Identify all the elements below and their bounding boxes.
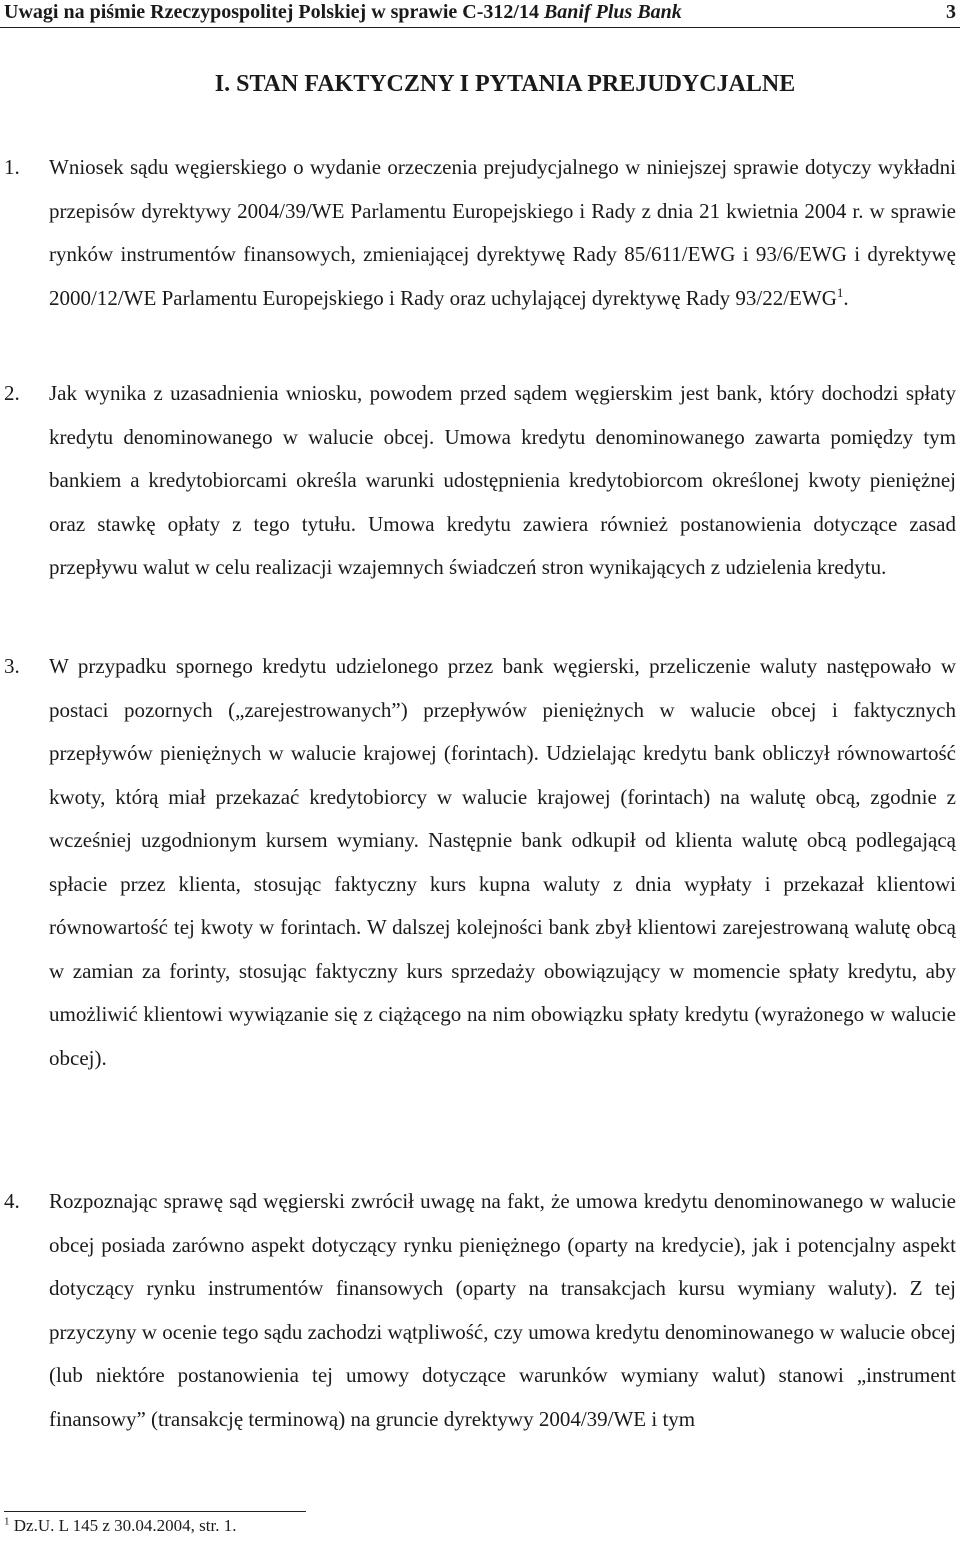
paragraph-body: Rozpoznając sprawę sąd węgierski zwrócił uwagę na fakt, że umowa kredytu denominowanego w walucie obcej posiada zarówno aspekt dotyczący rynku pieniężnego (oparty na kredycie), jak i potencjalny aspekt dotyczący rynku instrumentów finansowych (oparty na transakcjach kursu wymiany waluty). Z tej przyczyny w ocenie tego sądu zachodzi wątpliwość, czy umowa kredytu denominowanego w walucie obcej (lub niektóre postanowienia tej umowy dotyczące warunków wymiany walut) stanowi „instrument finansowy” (transakcję terminową) na gruncie dyrektywy 2004/39/WE i tym bbox=[49, 1189, 956, 1431]
paragraph-number: 4. bbox=[4, 1189, 20, 1213]
paragraph-number: 1. bbox=[4, 155, 20, 179]
footnote-reference[interactable]: 1 bbox=[836, 284, 844, 300]
header-title bbox=[4, 1, 682, 24]
paragraph-end: . bbox=[843, 285, 849, 310]
paragraph-number: 2. bbox=[4, 381, 20, 405]
footnote-marker: 1 bbox=[4, 1515, 10, 1528]
header-title-text: Uwagi na piśmie Rzeczypospolitej Polskiej w sprawie C-312/14 bbox=[4, 1, 544, 23]
page-number: 3 bbox=[946, 1, 956, 23]
paragraph-number: 3. bbox=[4, 654, 20, 678]
footnote-text: Dz.U. L 145 z 30.04.2004, str. 1. bbox=[9, 1516, 237, 1535]
footnote bbox=[4, 1516, 236, 1536]
footnote-separator bbox=[4, 1511, 306, 1512]
header-case-name: Banif Plus Bank bbox=[543, 1, 682, 23]
paragraph-body: Jak wynika z uzasadnienia wniosku, powodem przed sądem węgierskim jest bank, który dochodzi spłaty kredytu denominowanego w walucie obcej. Umowa kredytu denominowanego zawarta pomiędzy tym bankiem a kredytobiorcami określa warunki udostępnienia kredytobiorcom określonej kwoty pieniężnej oraz stawkę opłaty z tego tytułu. Umowa kredytu zawiera również postanowienia dotyczące zasad przepływu walut w celu realizacji wzajemnych świadczeń stron wynikających z udzielenia kredytu. bbox=[49, 381, 956, 579]
running-header bbox=[0, 0, 960, 28]
section-title: I. STAN FAKTYCZNY I PYTANIA PREJUDYCJALNE bbox=[214, 71, 796, 97]
paragraph-text bbox=[49, 1180, 956, 1441]
paragraph-text bbox=[49, 372, 956, 590]
paragraph-body: Wniosek sądu węgierskiego o wydanie orzeczenia prejudycjalnego w niniejszej sprawie dotyczy wykładni przepisów dyrektywy 2004/39/WE Parlamentu Europejskiego i Rady z dnia 21 kwietnia 2004 r. w sprawie rynków instrumentów finansowych, zmieniającej dyrektywę Rady 85/611/EWG i 93/6/EWG i dyrektywę 2000/12/WE Parlamentu Europejskiego i Rady oraz uchylającej dyrektywę Rady 93/22/EWG bbox=[49, 155, 956, 310]
paragraph-text bbox=[49, 645, 956, 1080]
paragraph-text bbox=[49, 146, 956, 320]
paragraph-body: W przypadku spornego kredytu udzielonego przez bank węgierski, przeliczenie waluty następowało w postaci pozornych („zarejestrowanych”) przepływów pieniężnych w walucie obcej i faktycznych przepływów pieniężnych w walucie krajowej (forintach). Udzielając kredytu bank obliczył równowartość kwoty, którą miał przekazać kredytobiorcy w walucie krajowej (forintach) na walutę obcą, zgodnie z wcześniej uzgodnionym kursem wymiany. Następnie bank odkupił od klienta walutę obcą podlegającą spłacie przez klienta, stosując faktyczny kurs kupna waluty z dnia wypłaty i przekazał klientowi równowartość tej kwoty w forintach. W dalszej kolejności bank zbył klientowi zarejestrowaną walutę obcą w zamian za forinty, stosując faktyczny kurs sprzedaży obowiązujący w momencie spłaty kredytu, aby umożliwić klientowi wywiązanie się z ciążącego na nim obowiązku spłaty kredytu (wyrażonego w walucie obcej). bbox=[49, 654, 956, 1070]
